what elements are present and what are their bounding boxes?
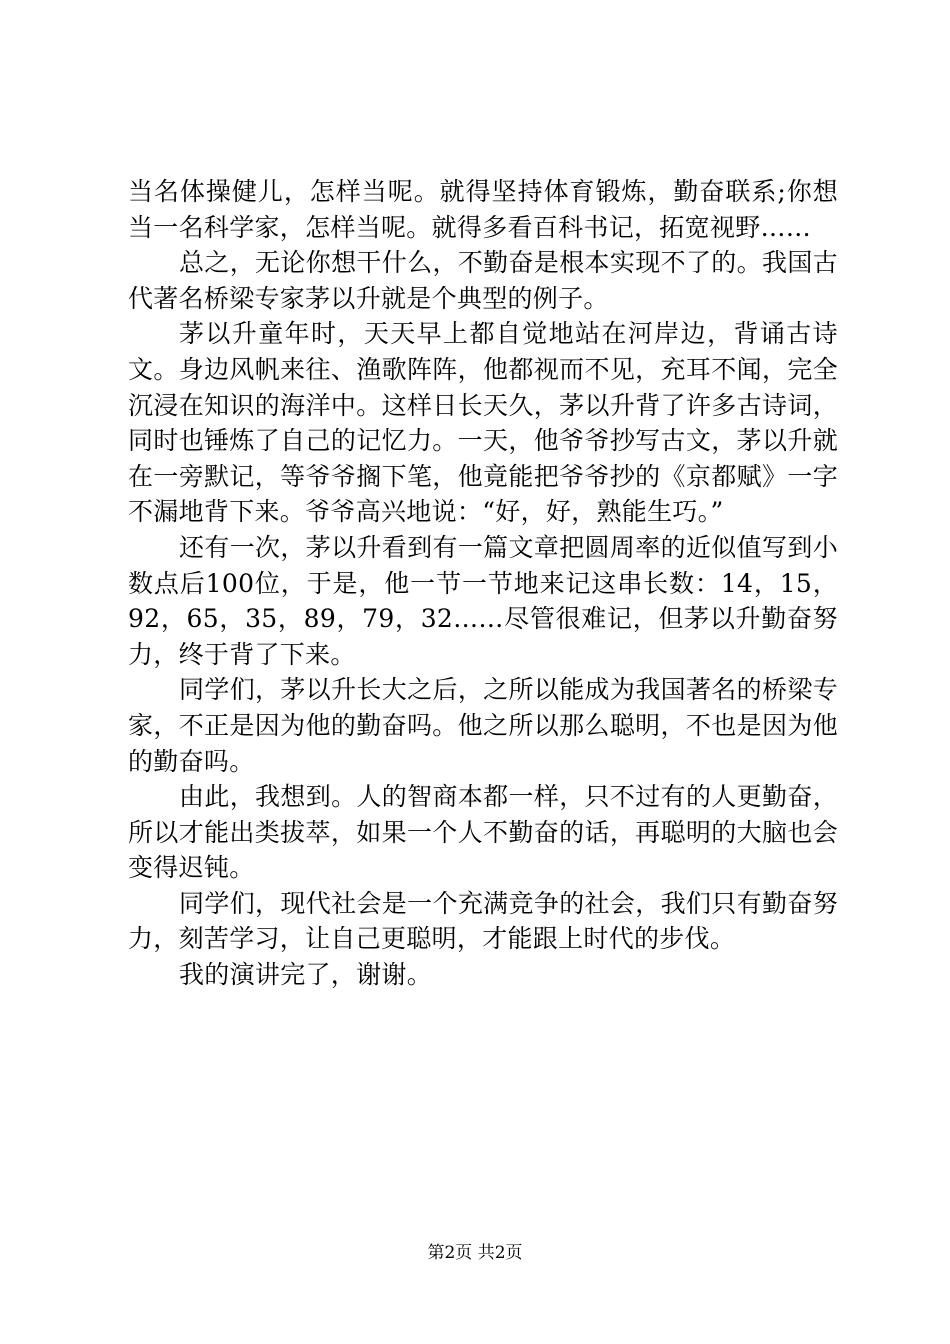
paragraph-conclusion: 总之，无论你想干什么，不勤奋是根本实现不了的。我国古代著名桥梁专家茅以升就是个典型的例子。 <box>128 248 838 313</box>
paragraph-closing: 我的演讲完了，谢谢。 <box>179 960 433 990</box>
paragraph-continued: 当名体操健儿，怎样当呢。就得坚持体育锻炼，勤奋联系;你想当一名科学家，怎样当呢。就得多看百科书记，拓宽视野…… <box>128 177 838 242</box>
paragraph-childhood-story: 茅以升童年时，天天早上都自觉地站在河岸边，背诵古诗文。身边风帆来往、渔歌阵阵，他都视而不见，充耳不闻，完全沉浸在知识的海洋中。这样日长天久，茅以升背了许多古诗词，同时也锤炼了自己的记忆力。一天，他爷爷抄写古文，茅以升就在一旁默记，等爷爷搁下笔，他竟能把爷爷抄的《京都赋》一字不漏地背下来。爷爷高兴地说：“好，好，熟能生巧。” <box>128 319 838 527</box>
paragraph-call-to-action: 同学们，现代社会是一个充满竞争的社会，我们只有勤奋努力，刻苦学习，让自己更聪明，才能跟上时代的步伐。 <box>128 888 838 954</box>
document-body <box>128 174 838 993</box>
paragraph-bridge-expert: 同学们，茅以升长大之后，之所以能成为我国著名的桥梁专家，不正是因为他的勤奋吗。他之所以那么聪明，不也是因为他的勤奋吗。 <box>128 675 838 776</box>
paragraph-reflection: 由此，我想到。人的智商本都一样，只不过有的人更勤奋，所以才能出类拔萃，如果一个人不勤奋的话，再聪明的大脑也会变得迟钝。 <box>128 782 838 883</box>
paragraph-pi-story: 还有一次，茅以升看到有一篇文章把圆周率的近似值写到小数点后100位，于是，他一节一节地来记这串长数：14，15，92，65，35，89，79，32……尽管很难记，但茅以升勤奋努力，终于背了下来。 <box>128 532 838 669</box>
page-footer: 第2页 共2页 <box>427 1243 523 1263</box>
